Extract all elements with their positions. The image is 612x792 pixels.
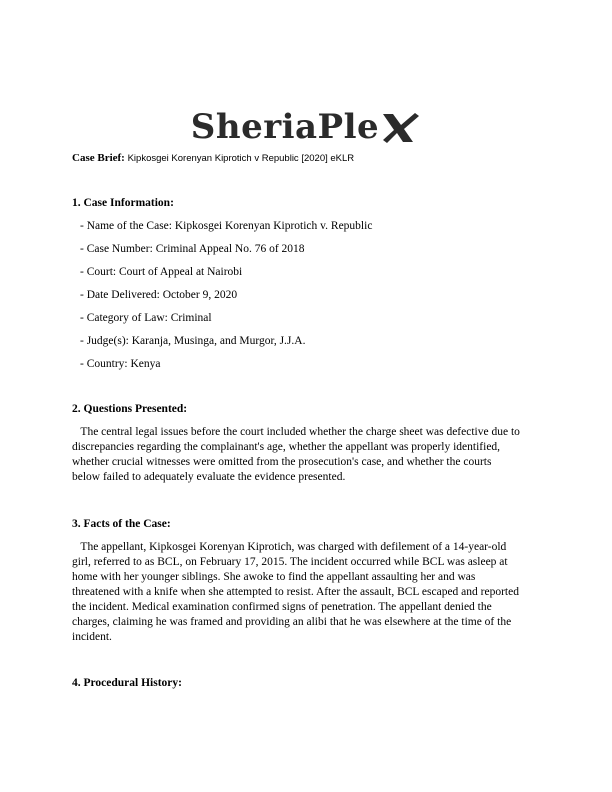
section-heading-procedural-history: 4. Procedural History: [72, 677, 182, 689]
facts-paragraph [72, 540, 544, 645]
sheriaplex-logo [0, 96, 612, 147]
paragraph-line: threatened with a knife when she attempted to resist. After the assault, BCL escaped and reported [72, 586, 519, 598]
info-item-court: - Court: Court of Appeal at Nairobi [80, 266, 243, 278]
section-heading-facts: 3. Facts of the Case: [72, 518, 171, 530]
paragraph-line: below failed to adequately evaluate the evidence presented. [72, 471, 346, 483]
info-item-category: - Category of Law: Criminal [80, 312, 212, 324]
info-item-date: - Date Delivered: October 9, 2020 [80, 289, 238, 301]
case-brief-title: Kipkosgei Korenyan Kiprotich v Republic [2020] eKLR [127, 153, 355, 164]
paragraph-line: whether crucial witnesses were omitted from the prosecution's case, and whether the courts [72, 456, 492, 468]
info-item-name: - Name of the Case: Kipkosgei Korenyan Kiprotich v. Republic [80, 220, 373, 232]
paragraph-line: girl, referred to as BCL, on February 17, 2015. The incident occurred while BCL was asleep at [72, 556, 508, 568]
paragraph-line: the incident. Medical examination confirmed signs of penetration. The appellant denied the [72, 601, 492, 613]
paragraph-line: incident. [72, 631, 112, 643]
case-brief-line [72, 152, 354, 164]
info-item-judges: - Judge(s): Karanja, Musinga, and Murgor, J.J.A. [80, 335, 306, 347]
logo-wordmark: SheriaPle [190, 107, 380, 147]
paragraph-line: discrepancies regarding the complainant's age, whether the appellant was properly identified, [72, 441, 501, 453]
section-heading-questions: 2. Questions Presented: [72, 403, 188, 415]
section-heading-case-information: 1. Case Information: [72, 197, 174, 209]
logo-x-icon [381, 112, 421, 144]
paragraph-line: The appellant, Kipkosgei Korenyan Kiprotich, was charged with defilement of a 14-year-old [72, 541, 507, 553]
questions-paragraph [72, 425, 544, 485]
paragraph-line: The central legal issues before the court included whether the charge sheet was defective due to [72, 426, 520, 438]
paragraph-line: home with her younger siblings. She awoke to find the appellant assaulting her and was [72, 571, 476, 583]
paragraph-line: charges, claiming he was framed and providing an alibi that he was elsewhere at the time of the [72, 616, 512, 628]
case-brief-label: Case Brief: [72, 152, 125, 164]
info-item-country: - Country: Kenya [80, 358, 161, 370]
info-item-case-number: - Case Number: Criminal Appeal No. 76 of 2018 [80, 243, 305, 255]
